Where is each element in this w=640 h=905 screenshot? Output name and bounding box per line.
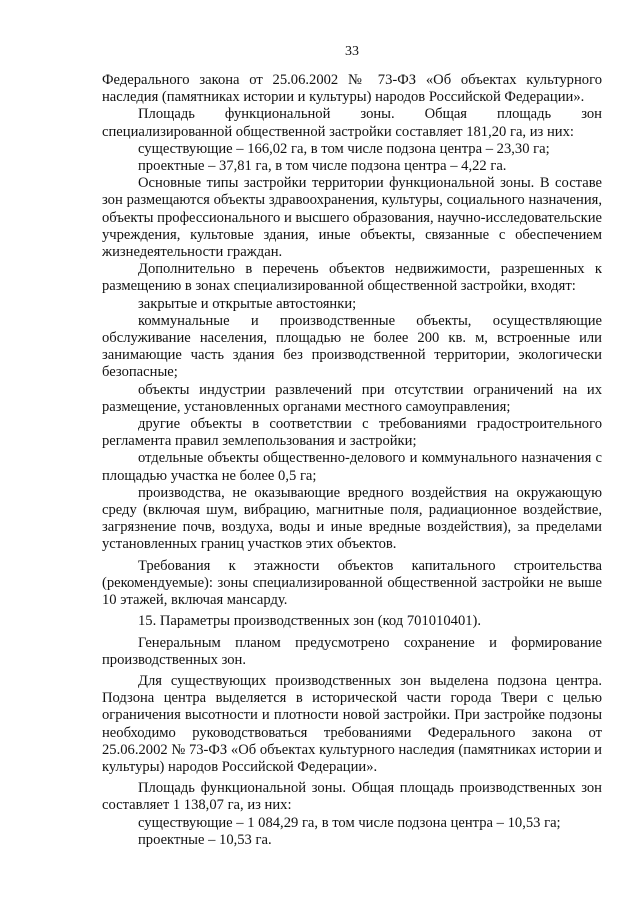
paragraph-15: Генеральным планом предусмотрено сохранение и формирование производственных зон.: [102, 634, 602, 668]
paragraph-19: проектные – 10,53 га.: [138, 831, 272, 848]
paragraph-5: Основные типы застройки территории функциональной зоны. В составе зон размещаются объекты здравоохранения, культуры, социального назначения, объекты профессионального и высшего образования, научно-исследовательские учреждения, культовые здания, иные объекты, связанные с обеспечением жизнедеятельности граждан.: [102, 175, 602, 261]
paragraph-7: закрытые и открытые автостоянки;: [138, 295, 357, 312]
paragraph-14: 15. Параметры производственных зон (код 701010401).: [138, 613, 482, 630]
paragraph-16: Для существующих производственных зон выделена подзона центра. Подзона центра выделяется в исторической части города Твери с целью ограничения высотности и плотности новой застройки. При застройке подзоны необходимо руководствоваться требованиями Федерального закона от 25.06.2002 № 73-ФЗ «Об объектах культурного наследия (памятниках истории и культуры) народов Российской Федерации».: [102, 672, 602, 775]
paragraph-8: коммунальные и производственные объекты, осуществляющие обслуживание населения, площадью не более 200 кв. м, встроенные или занимающие часть здания без производственной территории, экологически безопасные;: [102, 312, 602, 381]
paragraph-18: существующие – 1 084,29 га, в том числе подзона центра – 10,53 га;: [138, 814, 561, 831]
paragraph-17: Площадь функциональной зоны. Общая площадь производственных зон составляет 1 138,07 га, из них:: [102, 780, 602, 814]
paragraph-6: Дополнительно в перечень объектов недвижимости, разрешенных к размещению в зонах специализированной общественной застройки, входят:: [102, 261, 602, 295]
paragraph-12: производства, не оказывающие вредного воздействия на окружающую среду (включая шум, вибрацию, магнитные поля, радиационное воздействие, загрязнение почв, воздуха, воды и иные вредные воздействия), за пределами установленных границ участков этих объектов.: [102, 484, 602, 553]
paragraph-3: существующие – 166,02 га, в том числе подзона центра – 23,30 га;: [138, 140, 550, 157]
paragraph-9: объекты индустрии развлечений при отсутствии ограничений на их размещение, установленных органами местного самоуправления;: [102, 381, 602, 415]
paragraph-1: Федерального закона от 25.06.2002 № 73-ФЗ «Об объектах культурного наследия (памятниках истории и культуры) народов Российской Федерации».: [102, 72, 602, 106]
paragraph-11: отдельные объекты общественно-делового и коммунального назначения с площадью участка не более 0,5 га;: [102, 450, 602, 484]
page-number: 33: [345, 44, 359, 59]
paragraph-13: Требования к этажности объектов капитального строительства (рекомендуемые): зоны специализированной общественной застройки не выше 10 этажей, включая мансарду.: [102, 557, 602, 609]
paragraph-4: проектные – 37,81 га, в том числе подзона центра – 4,22 га.: [138, 158, 507, 175]
paragraph-10: другие объекты в соответствии с требованиями градостроительного регламента правил землепользования и застройки;: [102, 416, 602, 450]
paragraph-2: Площадь функциональной зоны. Общая площадь зон специализированной общественной застройки составляет 181,20 га, из них:: [102, 106, 602, 140]
